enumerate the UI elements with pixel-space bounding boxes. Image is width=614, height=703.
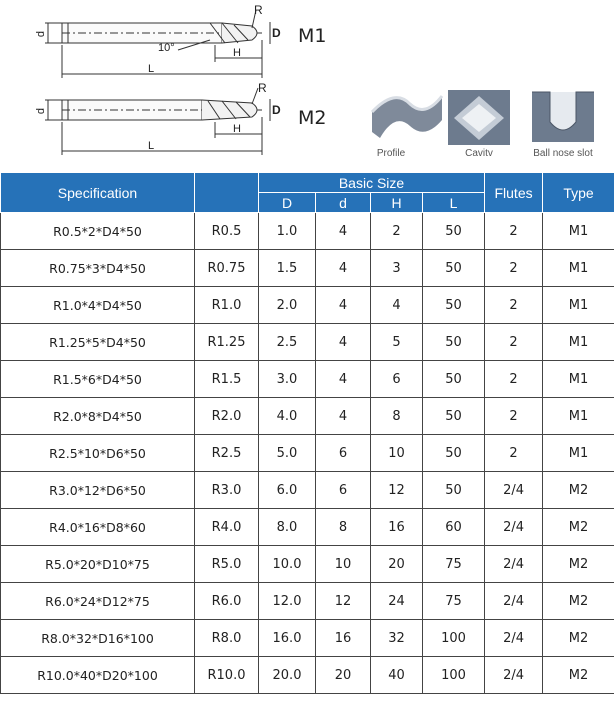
cell-specification: R5.0*20*D10*75 [1,546,195,583]
table-row [1,472,614,509]
cell-h: 4 [371,287,423,324]
table-row [1,361,614,398]
cell-type: M2 [543,620,614,657]
cell-l: 100 [423,657,485,694]
cell-specification: R8.0*32*D16*100 [1,620,195,657]
cell-radius: R2.0 [195,398,259,435]
cell-radius: R6.0 [195,583,259,620]
ball-nose-slot-thumbnail [532,92,594,142]
model-label-m2: M2 [298,107,327,129]
flute-length-label-m1: H [233,47,241,59]
radius-label-m2: R [258,81,267,95]
table-row [1,324,614,361]
cell-h: 16 [371,509,423,546]
cell-d: 12.0 [259,583,316,620]
m2-drawing [45,88,270,155]
cell-shank: 8 [316,509,371,546]
cell-type: M2 [543,509,614,546]
thumbnail-label-profile: Profile [376,148,406,159]
cell-flutes: 2/4 [485,472,543,509]
cell-h: 2 [371,213,423,250]
profile-thumbnail [368,86,446,144]
cell-d: 5.0 [259,435,316,472]
product-diagram [0,0,614,172]
cell-radius: R0.75 [195,250,259,287]
cell-d: 8.0 [259,509,316,546]
cell-shank: 4 [316,213,371,250]
cell-type: M1 [543,287,614,324]
cell-shank: 4 [316,324,371,361]
cell-radius: R4.0 [195,509,259,546]
cell-radius: R3.0 [195,472,259,509]
cell-flutes: 2 [485,213,543,250]
cell-l: 75 [423,583,485,620]
cell-d: 3.0 [259,361,316,398]
cell-l: 75 [423,546,485,583]
cell-h: 20 [371,546,423,583]
cell-h: 8 [371,398,423,435]
cell-l: 50 [423,398,485,435]
cell-radius: R5.0 [195,546,259,583]
cell-type: M1 [543,213,614,250]
cell-specification: R1.0*4*D4*50 [1,287,195,324]
length-label-m1: L [148,63,155,75]
table-row [1,435,614,472]
radius-label-m1: R [254,3,263,17]
cell-shank: 6 [316,472,371,509]
diameter-label-m1: D [272,26,281,40]
cell-flutes: 2 [485,398,543,435]
cell-specification: R2.5*10*D6*50 [1,435,195,472]
cell-flutes: 2/4 [485,620,543,657]
cell-specification: R4.0*16*D8*60 [1,509,195,546]
cell-flutes: 2/4 [485,546,543,583]
cell-h: 10 [371,435,423,472]
cell-l: 100 [423,620,485,657]
header-type: Type [543,173,614,213]
cell-d: 2.0 [259,287,316,324]
cell-l: 50 [423,324,485,361]
cell-type: M2 [543,546,614,583]
cell-type: M1 [543,361,614,398]
cell-h: 5 [371,324,423,361]
table-row [1,213,614,250]
flute-length-label-m2: H [233,123,241,135]
cell-radius: R1.0 [195,287,259,324]
cell-radius: R10.0 [195,657,259,694]
cell-flutes: 2 [485,361,543,398]
cell-type: M1 [543,250,614,287]
cell-shank: 16 [316,620,371,657]
cell-l: 50 [423,472,485,509]
cell-d: 4.0 [259,398,316,435]
cell-flutes: 2/4 [485,657,543,694]
header-h: H [371,193,423,213]
cell-radius: R8.0 [195,620,259,657]
cell-flutes: 2/4 [485,509,543,546]
cell-l: 50 [423,287,485,324]
cell-h: 3 [371,250,423,287]
cell-type: M1 [543,435,614,472]
thumbnail-label-cavity: Cavitv [465,148,493,159]
cell-l: 50 [423,435,485,472]
cell-d: 1.5 [259,250,316,287]
table-row [1,509,614,546]
cell-h: 32 [371,620,423,657]
cell-h: 24 [371,583,423,620]
cell-l: 50 [423,213,485,250]
cell-radius: R0.5 [195,213,259,250]
length-label-m2: L [148,140,155,152]
cell-flutes: 2 [485,435,543,472]
cell-specification: R2.0*8*D4*50 [1,398,195,435]
cell-d: 1.0 [259,213,316,250]
cell-specification: R3.0*12*D6*50 [1,472,195,509]
cell-shank: 4 [316,287,371,324]
cell-radius: R2.5 [195,435,259,472]
cavity-thumbnail [448,90,510,145]
cell-shank: 4 [316,250,371,287]
cell-type: M2 [543,583,614,620]
specification-table [0,172,614,694]
cell-flutes: 2/4 [485,583,543,620]
header-d-diameter: D [259,193,316,213]
cell-specification: R0.75*3*D4*50 [1,250,195,287]
cell-l: 50 [423,250,485,287]
cell-type: M1 [543,324,614,361]
table-row [1,287,614,324]
cell-type: M1 [543,398,614,435]
table-row [1,620,614,657]
cell-shank: 6 [316,435,371,472]
header-d-shank: d [316,193,371,213]
header-radius [195,173,259,213]
cell-shank: 10 [316,546,371,583]
shank-label-m2: d [35,107,48,115]
thumbnail-label-ball-nose-slot: Ball nose slot [533,148,593,159]
cell-type: M2 [543,472,614,509]
shank-label-m1: d [35,30,48,38]
header-specification: Specification [1,173,195,213]
cell-d: 20.0 [259,657,316,694]
cell-d: 16.0 [259,620,316,657]
cell-l: 60 [423,509,485,546]
table-row [1,583,614,620]
model-label-m1: M1 [298,25,327,47]
cell-flutes: 2 [485,250,543,287]
cell-specification: R1.5*6*D4*50 [1,361,195,398]
angle-label-m1: 10° [158,42,175,54]
cell-type: M2 [543,657,614,694]
diameter-label-m2: D [272,103,281,117]
table-row [1,657,614,694]
cell-shank: 4 [316,398,371,435]
cell-d: 6.0 [259,472,316,509]
cell-flutes: 2 [485,324,543,361]
cell-radius: R1.25 [195,324,259,361]
cell-h: 6 [371,361,423,398]
cell-shank: 12 [316,583,371,620]
header-l: L [423,193,485,213]
header-basic-size: Basic Size [259,173,485,193]
cell-l: 50 [423,361,485,398]
table-row [1,398,614,435]
cell-specification: R0.5*2*D4*50 [1,213,195,250]
cell-shank: 4 [316,361,371,398]
cell-h: 40 [371,657,423,694]
cell-d: 10.0 [259,546,316,583]
table-row [1,250,614,287]
cell-flutes: 2 [485,287,543,324]
cell-specification: R6.0*24*D12*75 [1,583,195,620]
cell-specification: R1.25*5*D4*50 [1,324,195,361]
cell-shank: 20 [316,657,371,694]
cell-radius: R1.5 [195,361,259,398]
table-row [1,546,614,583]
cell-h: 12 [371,472,423,509]
cell-d: 2.5 [259,324,316,361]
cell-specification: R10.0*40*D20*100 [1,657,195,694]
header-flutes: Flutes [485,173,543,213]
